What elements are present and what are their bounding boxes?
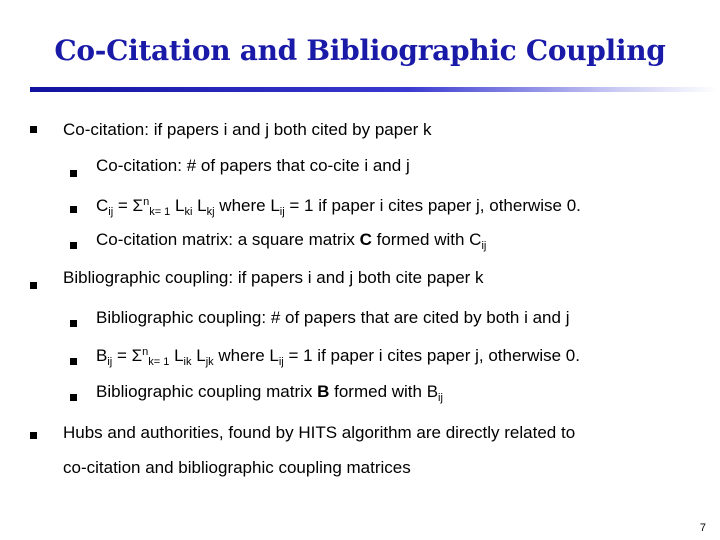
bullet-bibliographic-coupling: Bibliographic coupling: if papers i and j both cite paper k	[63, 268, 484, 287]
bullet-marker	[70, 242, 77, 249]
sub-bullet-co-citation-matrix: Co-citation matrix: a square matrix C formed with $C_{ij}$	[96, 230, 487, 252]
bullet-marker	[70, 206, 77, 213]
bullet-marker	[30, 282, 37, 289]
sub-bullet-co-citation-count: Co-citation: # of papers that co-cite i and j	[96, 156, 410, 175]
sub-bullet-coupling-matrix: Bibliographic coupling matrix B formed with $B_{ij}$	[96, 382, 443, 404]
sub-bullet-coupling-formula: $B_{ij} = \Sigma^n_{k= 1}$ $L_{ik}$ $L_{jk}$ where $L_{ij} = 1$ if paper i cites paper j, otherwise 0.	[96, 346, 580, 368]
bullet-marker	[30, 126, 37, 133]
bullet-marker	[70, 358, 77, 365]
title-underline	[30, 87, 718, 92]
sub-bullet-co-citation-formula: $C_{ij} = \Sigma^n_{k= 1}$ $L_{ki}$ $L_{kj}$ where $L_{ij} = 1$ if paper i cites paper j, otherwise 0.	[96, 196, 581, 218]
slide-title: Co-Citation and Bibliographic Coupling	[54, 34, 666, 67]
bullet-hits-line1: Hubs and authorities, found by HITS algorithm are directly related to	[63, 423, 576, 442]
bullet-marker	[70, 394, 77, 401]
bullet-marker	[70, 170, 77, 177]
sub-bullet-coupling-count: Bibliographic coupling: # of papers that are cited by both i and j	[96, 308, 570, 327]
bullet-marker	[70, 320, 77, 327]
bullet-hits-line2: co-citation and bibliographic coupling matrices	[63, 458, 411, 477]
bullet-marker	[30, 432, 37, 439]
bullet-co-citation: Co-citation: if papers i and j both cited by paper k	[63, 120, 432, 139]
page-number: 7	[699, 522, 706, 534]
